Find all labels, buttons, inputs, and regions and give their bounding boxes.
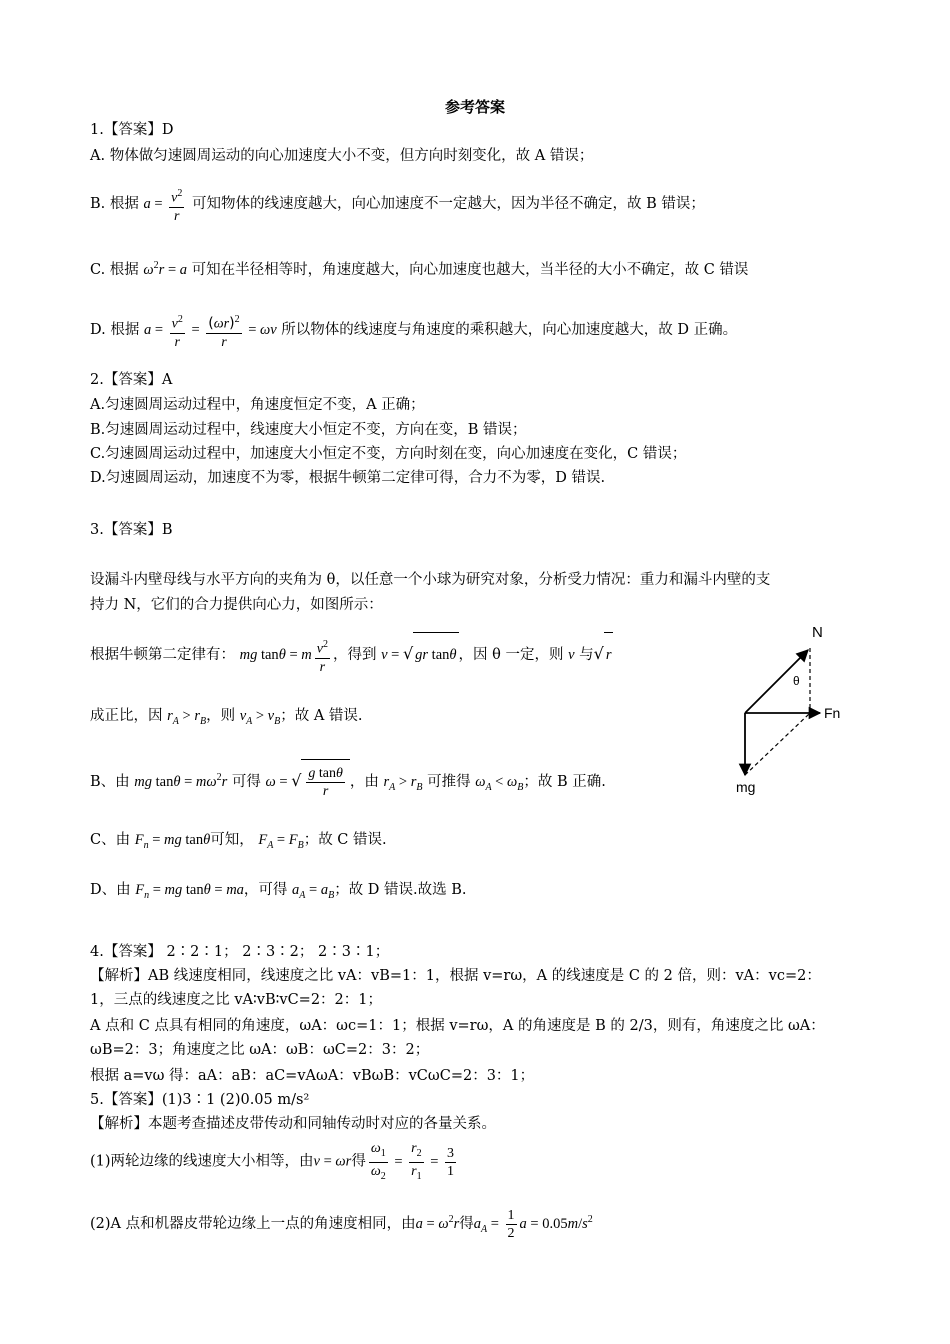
- q1-d-formula: a = $\frac{v^2}{r}$ = $\frac{(\omega r)^2}{r}$ = ωv: [143, 313, 277, 350]
- q3-newton-line: [90, 632, 613, 677]
- q5-a-formula: $a = \omega^2r$: [415, 1214, 460, 1232]
- q1-option-c: [90, 256, 748, 280]
- q1-option-b: [90, 184, 705, 225]
- q3-ra-gt-rb: $r_A > r_B$: [167, 708, 207, 727]
- label-n: N: [812, 624, 823, 641]
- q3-b-prefix: B、由: [90, 773, 130, 790]
- q1-c-prefix: C. 根据: [90, 261, 139, 278]
- q3-l1-end: 与: [579, 647, 594, 663]
- q5-aa-formula: $a_A$ = $\frac{1}{2}$ $a = 0.05m/s^2$: [473, 1208, 593, 1241]
- q1-b-formula: a = $\frac{v^2}{r}$: [143, 187, 183, 224]
- q3-l2-prefix: 成正比，因: [90, 708, 163, 724]
- q1-d-prefix: D. 根据: [90, 322, 140, 338]
- page-title: 参考答案: [444, 98, 505, 116]
- q3-d-formula: $F_n$ = mg tanθ = ma: [135, 882, 244, 901]
- q5-v-formula: v = ωr: [313, 1153, 352, 1170]
- q3-l1-prefix: 根据牛顿第二定律有：: [90, 647, 235, 663]
- q3-newton-formula: mg tanθ = m $\frac{v^2}{r}$: [239, 638, 328, 675]
- q1-b-suffix: 可知物体的线速度越大，向心加速度不一定越大，因为半径不确定，故 B 错误；: [192, 196, 705, 212]
- q3-b-ra-gt-rb: $r_A > r_B$: [383, 773, 423, 793]
- q3-b-mid2: ，由: [349, 773, 379, 790]
- q3-intro-1: 设漏斗内壁母线与水平方向的夹角为 θ，以任意一个小球为研究对象，分析受力情况：重力和漏斗内壁的支: [90, 572, 771, 588]
- q4-analysis-4: ωB=2：3；角速度之比 ωA：ωB：ωC=2：3：2；: [90, 1042, 430, 1058]
- q3-answer: 3.【答案】B: [90, 522, 173, 538]
- q3-l2-mid: ，则: [206, 708, 236, 724]
- q3-c-mid: 可知，: [210, 832, 254, 848]
- q5-l2-text: A 点和机器皮带轮边缘上一点的角速度相同，由: [110, 1215, 416, 1232]
- q4-analysis-2: 1，三点的线速度之比 vA∶vB∶vC=2：2：1；: [90, 992, 383, 1008]
- q3-omega-formula: ω = √ $\frac{\text{g tanθ}}{r}$: [266, 774, 350, 790]
- q2-line-a: A.匀速圆周运动过程中，角速度恒定不变，A 正确；: [90, 397, 425, 413]
- q3-option-b: [90, 756, 606, 810]
- q3-v-formula: v = √ gr tanθ: [381, 647, 458, 663]
- q3-d-suffix: ；故 D 错误.故选 B.: [334, 882, 467, 898]
- q4-analysis-3: A 点和 C 点具有相同的角速度，ωA：ωc=1：1；根据 v=rω，A 的角速度是 B 的 2/3，则有，角速度之比 ωA：: [90, 1018, 825, 1034]
- q5-l2-prefix: (2): [90, 1215, 111, 1232]
- q1-option-d: [90, 308, 737, 352]
- q4-analysis-1: 【解析】AB 线速度相同，线速度之比 vA：vB=1：1，根据 v=rω，A 的线速度是 C 的 2 倍，则：vA：vc=2：: [90, 968, 821, 984]
- q2-answer: 2.【答案】A: [90, 372, 173, 388]
- label-mg: mg: [736, 779, 756, 795]
- q3-option-c: [90, 830, 387, 856]
- dashed-diagonal: [745, 713, 810, 775]
- q5-analysis: 【解析】本题考查描述皮带传动和同轴传动时对应的各量关系。: [90, 1116, 496, 1132]
- q5-l2-mid: 得: [459, 1215, 474, 1232]
- q3-b-mid3: 可推得: [427, 773, 471, 790]
- q3-v-symbol: v: [568, 647, 575, 663]
- label-theta: θ: [793, 674, 800, 688]
- q3-c-prefix: C、由: [90, 832, 131, 848]
- q5-l1-prefix: (1)两轮边缘的线速度大小相等，由: [90, 1153, 314, 1170]
- q3-va-gt-vb: $v_A > v_B$: [239, 708, 281, 727]
- q3-fa-eq-fb: $F_A = F_B$: [258, 832, 304, 851]
- q2-line-b: B.匀速圆周运动过程中，线速度大小恒定不变，方向在变，B 错误；: [90, 422, 527, 438]
- q5-part-1: [90, 1140, 459, 1185]
- q3-d-prefix: D、由: [90, 882, 131, 898]
- q2-line-d: D.匀速圆周运动，加速度不为零，根据牛顿第二定律可得，合力不为零，D 错误.: [90, 470, 606, 486]
- q3-l2-post: ；故 A 错误.: [280, 708, 363, 724]
- q3-c-suffix: ；故 C 错误.: [303, 832, 387, 848]
- q1-c-suffix: 可知在半径相等时，角速度越大，向心加速度也越大，当半径的大小不确定，故 C 错误: [191, 261, 749, 278]
- q5-part-2: [90, 1200, 593, 1250]
- q4-analysis-5: 根据 a=vω 得：aA：aB：aC=vAωA：vBωB：vCωC=2：3：1；: [90, 1068, 535, 1084]
- q3-proportion-line: [90, 706, 363, 732]
- force-diagram: [730, 615, 860, 800]
- q1-c-formula: $\omega^2r = a$: [143, 260, 187, 278]
- q3-aa-eq-ab: $a_A = a_B$: [292, 882, 335, 901]
- q2-line-c: C.匀速圆周运动过程中，加速度大小恒定不变，方向时刻在变，向心加速度在变化，C 错误；: [90, 446, 687, 462]
- q1-b-prefix: B. 根据: [90, 196, 139, 212]
- q3-sqrt-r: √ r: [594, 647, 614, 663]
- q4-answer: 4.【答案】 2∶2∶1； 2∶3∶2； 2∶3∶1；: [90, 944, 390, 960]
- q3-d-mid: ，可得: [243, 882, 288, 898]
- q5-answer: 5.【答案】(1)3∶1 (2)0.05 m/s²: [90, 1092, 310, 1108]
- q3-b-formula-1: mg $\tan\theta = m\omega^2r$: [134, 772, 228, 790]
- q3-option-d: [90, 880, 467, 906]
- q5-ratio-formula: $\frac{\omega_1}{\omega_2}$ = $\frac{r_2}{r_1}$ = $\frac{3}{1}$: [366, 1154, 459, 1170]
- q3-c-formula: $F_n$ = mg tanθ: [134, 832, 211, 851]
- q3-l1-post: ，因 θ 一定，则: [458, 647, 564, 663]
- q3-b-suffix: ；故 B 正确.: [523, 773, 606, 790]
- q3-omega-compare: $\omega_A < \omega_B$: [475, 773, 524, 793]
- q3-l1-mid: ，得到: [332, 647, 377, 663]
- q1-answer: 1.【答案】D: [90, 122, 174, 138]
- q3-b-mid: 可得: [231, 773, 261, 790]
- q1-option-a: A. 物体做匀速圆周运动的向心加速度大小不变，但方向时刻变化，故 A 错误；: [90, 148, 594, 164]
- label-fn: Fn: [824, 705, 841, 721]
- q1-d-suffix: 所以物体的线速度与角速度的乘积越大，向心加速度越大，故 D 正确。: [281, 322, 738, 338]
- q3-intro-2: 持力 N，它们的合力提供向心力，如图所示：: [90, 597, 383, 613]
- q5-l1-mid: 得: [351, 1153, 366, 1170]
